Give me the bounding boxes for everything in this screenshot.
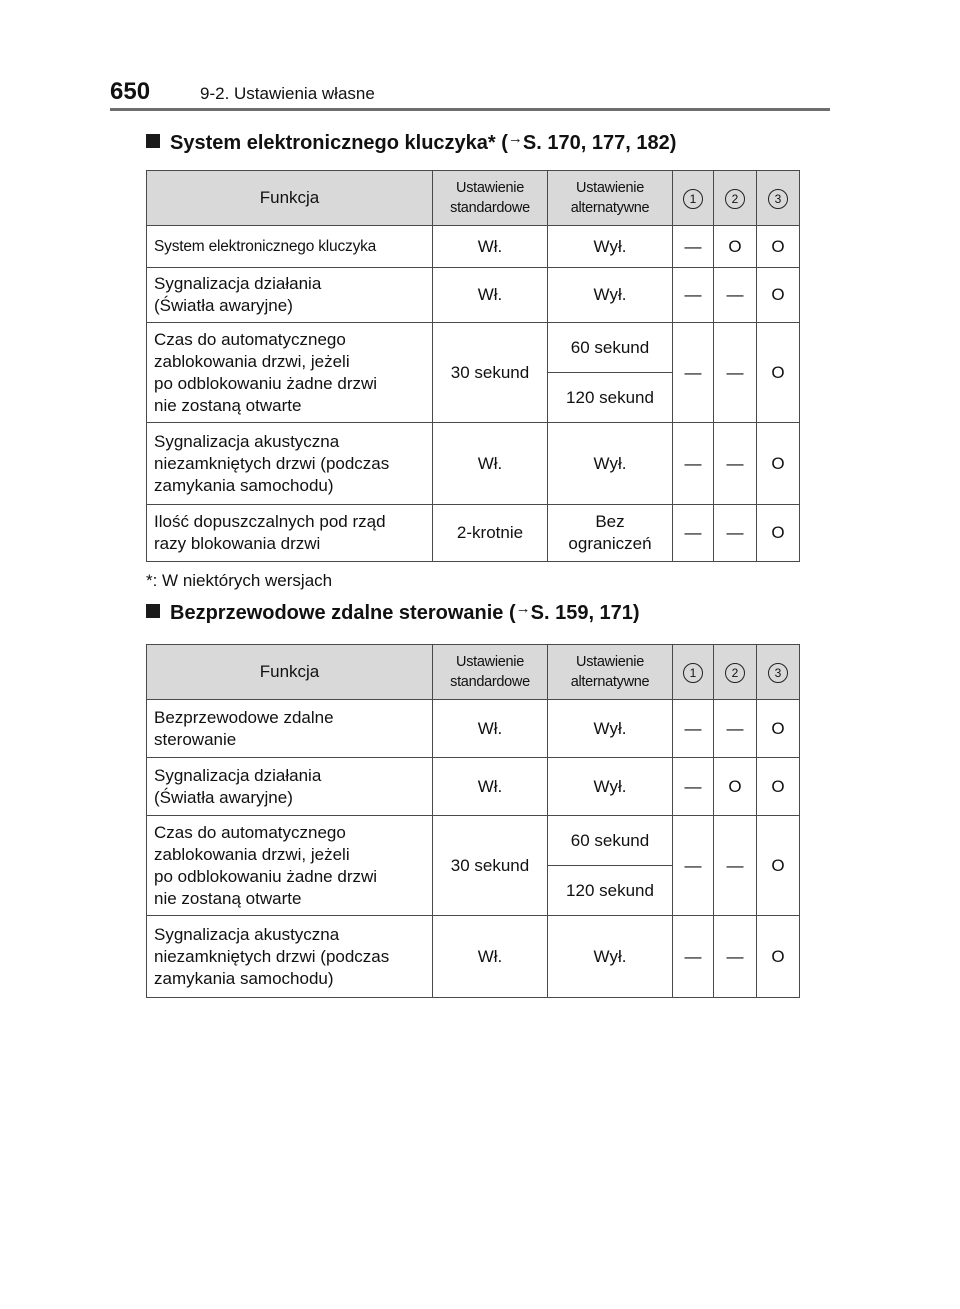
mode2-cell: — <box>714 916 757 998</box>
settings-table-smart-key <box>146 170 800 562</box>
mode3-cell: O <box>757 323 800 423</box>
function-cell: System elektronicznego kluczyka <box>147 226 433 268</box>
alternative-cell: 120 sekund <box>548 373 673 423</box>
circled-3-icon: 3 <box>768 189 788 209</box>
default-cell: Wł. <box>433 700 548 758</box>
circled-2-icon: 2 <box>725 189 745 209</box>
column-header-alternative: Ustawienie alternatywne <box>548 171 673 226</box>
table-row <box>147 816 800 866</box>
mode2-cell: — <box>714 505 757 562</box>
default-cell: Wł. <box>433 423 548 505</box>
mode3-cell: O <box>757 423 800 505</box>
function-cell: Czas do automatycznego zablokowania drzwi, jeżeli po odblokowaniu żadne drzwi nie zostaną otwarte <box>147 816 433 916</box>
mode2-cell: — <box>714 268 757 323</box>
mode1-cell: — <box>673 423 714 505</box>
circled-2-icon: 2 <box>725 663 745 683</box>
table-row <box>147 505 800 562</box>
column-header-1 <box>673 171 714 226</box>
settings-table-remote <box>146 644 800 998</box>
function-cell: Sygnalizacja działania (Światła awaryjne) <box>147 758 433 816</box>
footnote: *: W niektórych wersjach <box>146 571 333 590</box>
column-header-alternative: Ustawienie alternatywne <box>548 645 673 700</box>
table-row <box>147 323 800 373</box>
default-cell: Wł. <box>433 268 548 323</box>
default-cell: Wł. <box>433 758 548 816</box>
alternative-cell: 60 sekund <box>548 323 673 373</box>
header-rule <box>110 108 830 111</box>
table-header-row <box>147 171 800 226</box>
function-cell: Sygnalizacja akustyczna niezamkniętych drzwi (podczas zamykania samochodu) <box>147 916 433 998</box>
default-cell: 30 sekund <box>433 323 548 423</box>
alternative-cell: Bez ograniczeń <box>548 505 673 562</box>
table-row <box>147 423 800 505</box>
mode2-cell: — <box>714 423 757 505</box>
alternative-cell: Wył. <box>548 916 673 998</box>
mode1-cell: — <box>673 323 714 423</box>
default-cell: 2-krotnie <box>433 505 548 562</box>
section-title-remote <box>146 600 640 625</box>
section-title-smart-key <box>146 130 676 155</box>
page-reference-link[interactable]: S. 159, 171) <box>530 602 640 624</box>
circled-1-icon: 1 <box>683 663 703 683</box>
page-number: 650 <box>110 78 151 105</box>
page-reference-link[interactable]: S. 170, 177, 182) <box>522 132 677 154</box>
page-header <box>110 74 830 114</box>
column-header-default: Ustawienie standardowe <box>433 645 548 700</box>
column-header-default: Ustawienie standardowe <box>433 171 548 226</box>
circled-3-icon: 3 <box>768 663 788 683</box>
table-row <box>147 700 800 758</box>
mode1-cell: — <box>673 268 714 323</box>
table-row <box>147 916 800 998</box>
mode1-cell: — <box>673 758 714 816</box>
alternative-cell: Wył. <box>548 758 673 816</box>
table-row <box>147 268 800 323</box>
arrow-right-icon: → <box>507 130 523 147</box>
alternative-cell: 120 sekund <box>548 866 673 916</box>
mode1-cell: — <box>673 505 714 562</box>
table-row <box>147 226 800 268</box>
column-header-function: Funkcja <box>147 171 433 226</box>
mode2-cell: O <box>714 226 757 268</box>
mode2-cell: — <box>714 323 757 423</box>
function-cell: Bezprzewodowe zdalne sterowanie <box>147 700 433 758</box>
mode3-cell: O <box>757 505 800 562</box>
column-header-2 <box>714 645 757 700</box>
mode3-cell: O <box>757 226 800 268</box>
column-header-2 <box>714 171 757 226</box>
default-cell: 30 sekund <box>433 816 548 916</box>
mode1-cell: — <box>673 226 714 268</box>
mode3-cell: O <box>757 268 800 323</box>
chapter-title: 9-2. Ustawienia własne <box>200 84 375 103</box>
alternative-cell: 60 sekund <box>548 816 673 866</box>
mode2-cell: O <box>714 758 757 816</box>
mode2-cell: — <box>714 816 757 916</box>
square-bullet-icon <box>146 604 160 618</box>
column-header-3 <box>757 645 800 700</box>
table-header-row <box>147 645 800 700</box>
mode3-cell: O <box>757 916 800 998</box>
mode1-cell: — <box>673 816 714 916</box>
arrow-right-icon: → <box>515 600 531 617</box>
mode3-cell: O <box>757 816 800 916</box>
alternative-cell: Wył. <box>548 423 673 505</box>
mode3-cell: O <box>757 700 800 758</box>
function-cell: Sygnalizacja akustyczna niezamkniętych drzwi (podczas zamykania samochodu) <box>147 423 433 505</box>
table-row <box>147 758 800 816</box>
circled-1-icon: 1 <box>683 189 703 209</box>
function-cell: Sygnalizacja działania (Światła awaryjne) <box>147 268 433 323</box>
mode1-cell: — <box>673 700 714 758</box>
default-cell: Wł. <box>433 226 548 268</box>
alternative-cell: Wył. <box>548 268 673 323</box>
function-cell: Ilość dopuszczalnych pod rząd razy blokowania drzwi <box>147 505 433 562</box>
default-cell: Wł. <box>433 916 548 998</box>
column-header-function: Funkcja <box>147 645 433 700</box>
section-title-text: Bezprzewodowe zdalne sterowanie ( <box>170 602 516 624</box>
mode3-cell: O <box>757 758 800 816</box>
mode1-cell: — <box>673 916 714 998</box>
mode2-cell: — <box>714 700 757 758</box>
column-header-3 <box>757 171 800 226</box>
alternative-cell: Wył. <box>548 226 673 268</box>
section-title-text: System elektronicznego kluczyka* ( <box>170 132 508 154</box>
alternative-cell: Wył. <box>548 700 673 758</box>
column-header-1 <box>673 645 714 700</box>
function-cell: Czas do automatycznego zablokowania drzwi, jeżeli po odblokowaniu żadne drzwi nie zostaną otwarte <box>147 323 433 423</box>
square-bullet-icon <box>146 134 160 148</box>
